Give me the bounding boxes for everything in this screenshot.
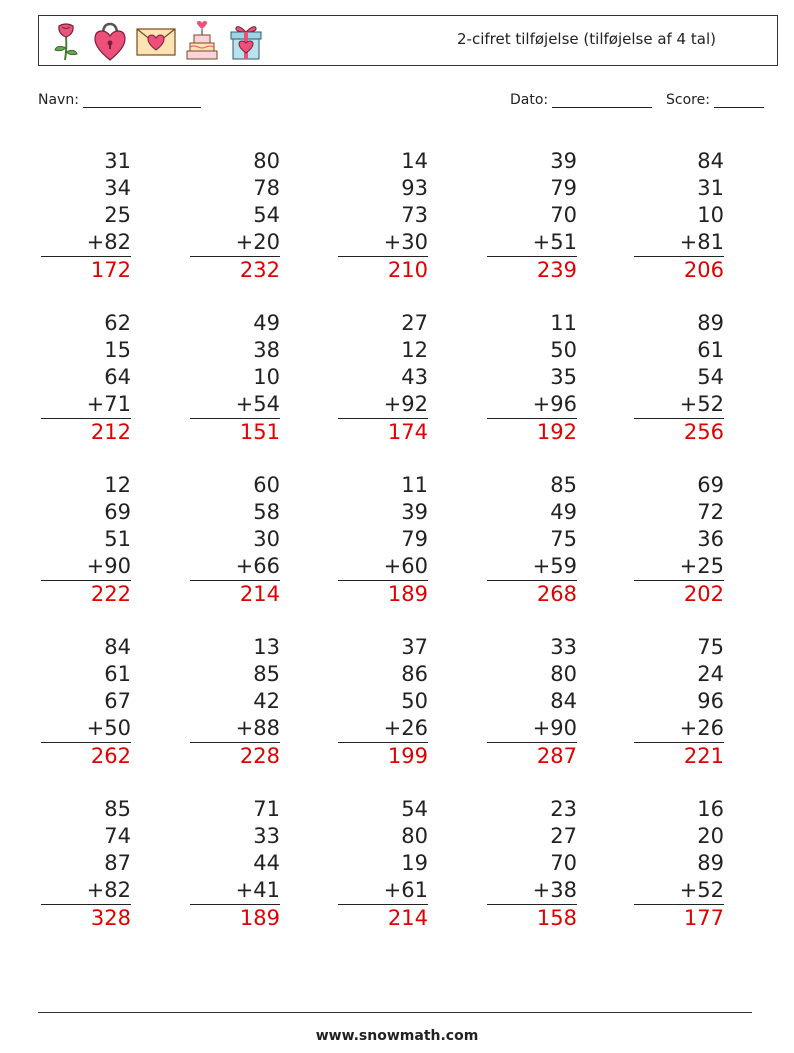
problem-15 <box>634 472 724 608</box>
name-line <box>83 93 201 108</box>
addend-with-plus: +66 <box>190 553 280 581</box>
answer: 206 <box>683 258 724 282</box>
addend: 23 <box>550 797 577 821</box>
addend: 11 <box>550 311 577 335</box>
addend-with-plus: +60 <box>338 553 428 581</box>
problem-3 <box>338 148 428 284</box>
addend-with-plus: +90 <box>487 715 577 743</box>
answer: 199 <box>387 744 428 768</box>
addend: 80 <box>253 149 280 173</box>
answer: 228 <box>239 744 280 768</box>
addend: 80 <box>550 662 577 686</box>
addend: 61 <box>697 338 724 362</box>
addend: 74 <box>104 824 131 848</box>
addend: 85 <box>253 662 280 686</box>
addend: 50 <box>550 338 577 362</box>
addend: 27 <box>550 824 577 848</box>
answer: 214 <box>387 906 428 930</box>
addend: 54 <box>697 365 724 389</box>
addend: 79 <box>550 176 577 200</box>
addend: 60 <box>253 473 280 497</box>
addend: 72 <box>697 500 724 524</box>
addend: 75 <box>550 527 577 551</box>
addend: 89 <box>697 311 724 335</box>
addend: 10 <box>697 203 724 227</box>
addend-with-plus: +82 <box>41 877 131 905</box>
problem-12 <box>190 472 280 608</box>
icon-strip <box>47 20 265 62</box>
answer: 256 <box>683 420 724 444</box>
answer: 239 <box>536 258 577 282</box>
answer: 214 <box>239 582 280 606</box>
addend: 86 <box>401 662 428 686</box>
answer: 177 <box>683 906 724 930</box>
addend: 61 <box>104 662 131 686</box>
addend: 85 <box>550 473 577 497</box>
addend: 50 <box>401 689 428 713</box>
answer: 232 <box>239 258 280 282</box>
addend: 64 <box>104 365 131 389</box>
addend-with-plus: +50 <box>41 715 131 743</box>
addend-with-plus: +25 <box>634 553 724 581</box>
love-letter-icon <box>135 20 177 62</box>
addend: 33 <box>550 635 577 659</box>
date-field[interactable] <box>510 92 652 108</box>
answer: 192 <box>536 420 577 444</box>
addend: 69 <box>104 500 131 524</box>
problem-9 <box>487 310 577 446</box>
cake-icon <box>183 20 221 62</box>
addend: 43 <box>401 365 428 389</box>
addend: 36 <box>697 527 724 551</box>
problem-10 <box>634 310 724 446</box>
addend-with-plus: +20 <box>190 229 280 257</box>
addend-with-plus: +92 <box>338 391 428 419</box>
addend: 24 <box>697 662 724 686</box>
footer-divider <box>38 1012 752 1013</box>
problem-16 <box>41 634 131 770</box>
addend: 12 <box>104 473 131 497</box>
problem-25 <box>634 796 724 932</box>
header-box <box>38 15 778 66</box>
answer: 268 <box>536 582 577 606</box>
addend: 70 <box>550 203 577 227</box>
addend: 70 <box>550 851 577 875</box>
problem-13 <box>338 472 428 608</box>
answer: 262 <box>90 744 131 768</box>
answer: 174 <box>387 420 428 444</box>
problem-17 <box>190 634 280 770</box>
problem-4 <box>487 148 577 284</box>
answer: 212 <box>90 420 131 444</box>
score-label: Score: <box>666 92 710 108</box>
addend: 31 <box>697 176 724 200</box>
addend-with-plus: +61 <box>338 877 428 905</box>
addend: 37 <box>401 635 428 659</box>
addend: 13 <box>253 635 280 659</box>
footer-site: www.snowmath.com <box>315 1028 479 1044</box>
problem-23 <box>338 796 428 932</box>
addend: 87 <box>104 851 131 875</box>
addend: 79 <box>401 527 428 551</box>
addend: 73 <box>401 203 428 227</box>
heart-lock-icon <box>91 20 129 62</box>
answer: 172 <box>90 258 131 282</box>
addend-with-plus: +52 <box>634 391 724 419</box>
addend: 62 <box>104 311 131 335</box>
date-line <box>552 93 652 108</box>
addend: 16 <box>697 797 724 821</box>
addend: 75 <box>697 635 724 659</box>
answer: 210 <box>387 258 428 282</box>
addend: 84 <box>550 689 577 713</box>
addend: 30 <box>253 527 280 551</box>
rose-icon <box>47 20 85 62</box>
addend: 31 <box>104 149 131 173</box>
addend: 49 <box>253 311 280 335</box>
addend: 93 <box>401 176 428 200</box>
problem-2 <box>190 148 280 284</box>
addend: 96 <box>697 689 724 713</box>
addend-with-plus: +26 <box>634 715 724 743</box>
answer: 189 <box>387 582 428 606</box>
answer: 287 <box>536 744 577 768</box>
addend: 58 <box>253 500 280 524</box>
addend: 19 <box>401 851 428 875</box>
addend: 51 <box>104 527 131 551</box>
name-label: Navn: <box>38 92 79 108</box>
addend: 80 <box>401 824 428 848</box>
problem-22 <box>190 796 280 932</box>
addend: 54 <box>253 203 280 227</box>
addend: 15 <box>104 338 131 362</box>
addend-with-plus: +38 <box>487 877 577 905</box>
addend-with-plus: +51 <box>487 229 577 257</box>
gift-icon <box>227 20 265 62</box>
addend: 54 <box>401 797 428 821</box>
answer: 202 <box>683 582 724 606</box>
score-line <box>714 93 764 108</box>
answer: 222 <box>90 582 131 606</box>
problem-8 <box>338 310 428 446</box>
addend: 39 <box>550 149 577 173</box>
problem-19 <box>487 634 577 770</box>
addend-with-plus: +30 <box>338 229 428 257</box>
addend: 89 <box>697 851 724 875</box>
addend: 78 <box>253 176 280 200</box>
score-field[interactable] <box>666 92 764 108</box>
answer: 189 <box>239 906 280 930</box>
date-label: Dato: <box>510 92 549 108</box>
problem-1 <box>41 148 131 284</box>
addend: 84 <box>104 635 131 659</box>
problem-20 <box>634 634 724 770</box>
addend-with-plus: +71 <box>41 391 131 419</box>
problem-18 <box>338 634 428 770</box>
addend-with-plus: +82 <box>41 229 131 257</box>
addend-with-plus: +96 <box>487 391 577 419</box>
addend-with-plus: +52 <box>634 877 724 905</box>
addend-with-plus: +88 <box>190 715 280 743</box>
addend-with-plus: +26 <box>338 715 428 743</box>
addend: 49 <box>550 500 577 524</box>
addend: 39 <box>401 500 428 524</box>
addend: 34 <box>104 176 131 200</box>
addend: 71 <box>253 797 280 821</box>
addend-with-plus: +59 <box>487 553 577 581</box>
addend: 44 <box>253 851 280 875</box>
problem-21 <box>41 796 131 932</box>
addend: 11 <box>401 473 428 497</box>
addend: 84 <box>697 149 724 173</box>
answer: 151 <box>239 420 280 444</box>
addend: 38 <box>253 338 280 362</box>
addend: 12 <box>401 338 428 362</box>
problem-6 <box>41 310 131 446</box>
answer: 221 <box>683 744 724 768</box>
answer: 328 <box>90 906 131 930</box>
addend-with-plus: +54 <box>190 391 280 419</box>
addend: 10 <box>253 365 280 389</box>
addend: 35 <box>550 365 577 389</box>
addend-with-plus: +81 <box>634 229 724 257</box>
addend: 69 <box>697 473 724 497</box>
problem-11 <box>41 472 131 608</box>
addend: 67 <box>104 689 131 713</box>
problem-7 <box>190 310 280 446</box>
worksheet-title: 2-cifret tilføjelse (tilføjelse af 4 tal) <box>457 30 716 48</box>
answer: 158 <box>536 906 577 930</box>
problem-5 <box>634 148 724 284</box>
addend: 42 <box>253 689 280 713</box>
addend-with-plus: +41 <box>190 877 280 905</box>
addend: 20 <box>697 824 724 848</box>
name-field[interactable] <box>38 92 201 108</box>
addend: 85 <box>104 797 131 821</box>
problem-14 <box>487 472 577 608</box>
addend-with-plus: +90 <box>41 553 131 581</box>
addend: 27 <box>401 311 428 335</box>
problem-24 <box>487 796 577 932</box>
addend: 25 <box>104 203 131 227</box>
addend: 33 <box>253 824 280 848</box>
addend: 14 <box>401 149 428 173</box>
